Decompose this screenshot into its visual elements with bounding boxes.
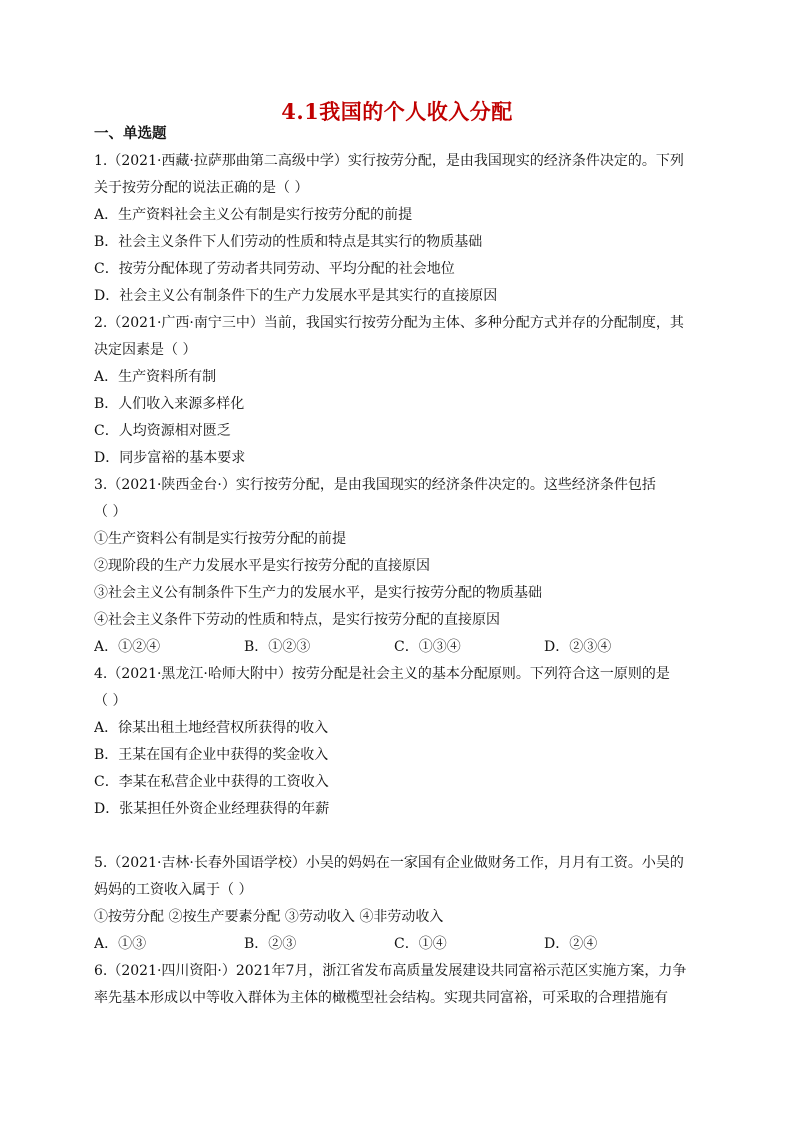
- question-list: [94, 150, 704, 1014]
- question-5-option-d: D．②④: [544, 936, 598, 952]
- question-6-stem-line-1: 6.（2021·四川资阳·）2021年7月，浙江省发布高质量发展建设共同富裕示范区实施方案，力争: [94, 963, 687, 979]
- question-5-option-b: B．②③: [244, 936, 297, 952]
- question-6-stem-line-2: 率先基本形成以中等收入群体为主体的橄榄型社会结构。实现共同富裕，可采取的合理措施有: [94, 990, 668, 1006]
- question-3-option-b: B．①②③: [244, 639, 311, 655]
- question-2-stem-line-1: 2.（2021·广西·南宁三中）当前，我国实行按劳分配为主体、多种分配方式并存的分配制度，其: [94, 315, 684, 331]
- question-2-option-d: D．同步富裕的基本要求: [94, 450, 246, 466]
- question-3-statement-1: ①生产资料公有制是实行按劳分配的前提: [94, 531, 346, 547]
- question-1-option-c: C．按劳分配体现了劳动者共同劳动、平均分配的社会地位: [94, 261, 455, 277]
- question-3-option-c: C．①③④: [394, 639, 461, 655]
- question-1-option-b: B．社会主义条件下人们劳动的性质和特点是其实行的物质基础: [94, 234, 483, 250]
- question-4-stem-line-2: （ ）: [94, 693, 127, 709]
- question-3-option-d: D．②③④: [544, 639, 612, 655]
- question-4-option-c: C．李某在私营企业中获得的工资收入: [94, 774, 329, 790]
- question-3-stem-line-2: （ ）: [94, 504, 127, 520]
- question-5-statements: ①按劳分配 ②按生产要素分配 ③劳动收入 ④非劳动收入: [94, 909, 444, 925]
- question-1-option-a: A．生产资料社会主义公有制是实行按劳分配的前提: [94, 207, 413, 223]
- question-3-statement-3: ③社会主义公有制条件下生产力的发展水平，是实行按劳分配的物质基础: [94, 585, 542, 601]
- question-4-option-a: A．徐某出租土地经营权所获得的收入: [94, 720, 329, 736]
- question-3-stem-line-1: 3.（2021·陕西金台·）实行按劳分配，是由我国现实的经济条件决定的。这些经济条件包括: [94, 477, 656, 493]
- question-3-statement-2: ②现阶段的生产力发展水平是实行按劳分配的直接原因: [94, 558, 430, 574]
- blank-spacer: [94, 825, 704, 852]
- question-5-option-c: C．①④: [394, 936, 447, 952]
- question-4-option-b: B．王某在国有企业中获得的奖金收入: [94, 747, 329, 763]
- question-4-option-d: D．张某担任外资企业经理获得的年薪: [94, 801, 330, 817]
- question-5-stem-line-1: 5.（2021·吉林·长春外国语学校）小吴的妈妈在一家国有企业做财务工作，月月有工资。小吴的: [94, 855, 684, 871]
- question-2-option-b: B．人们收入来源多样化: [94, 396, 245, 412]
- question-3-statement-4: ④社会主义条件下劳动的性质和特点，是实行按劳分配的直接原因: [94, 612, 500, 628]
- question-3-option-a: A．①②④: [94, 639, 161, 655]
- question-1-stem-line-2: 关于按劳分配的说法正确的是（ ）: [94, 180, 309, 196]
- question-5-options: [94, 933, 704, 960]
- section-heading: 一、单选题: [94, 125, 167, 142]
- question-2-option-a: A．生产资料所有制: [94, 369, 217, 385]
- question-5-stem-line-2: 妈妈的工资收入属于（ ）: [94, 882, 253, 898]
- question-3-options: [94, 636, 704, 663]
- question-1-stem-line-1: 1.（2021·西藏·拉萨那曲第二高级中学）实行按劳分配，是由我国现实的经济条件决定的。下列: [94, 153, 684, 169]
- question-5-option-a: A．①③: [94, 936, 147, 952]
- question-2-stem-line-2: 决定因素是（ ）: [94, 342, 197, 358]
- question-4-stem-line-1: 4.（2021·黑龙江·哈师大附中）按劳分配是社会主义的基本分配原则。下列符合这一原则的是: [94, 666, 670, 682]
- question-2-option-c: C．人均资源相对匮乏: [94, 423, 231, 439]
- page-title: 4.1我国的个人收入分配: [281, 99, 513, 124]
- question-1-option-d: D．社会主义公有制条件下的生产力发展水平是其实行的直接原因: [94, 288, 498, 304]
